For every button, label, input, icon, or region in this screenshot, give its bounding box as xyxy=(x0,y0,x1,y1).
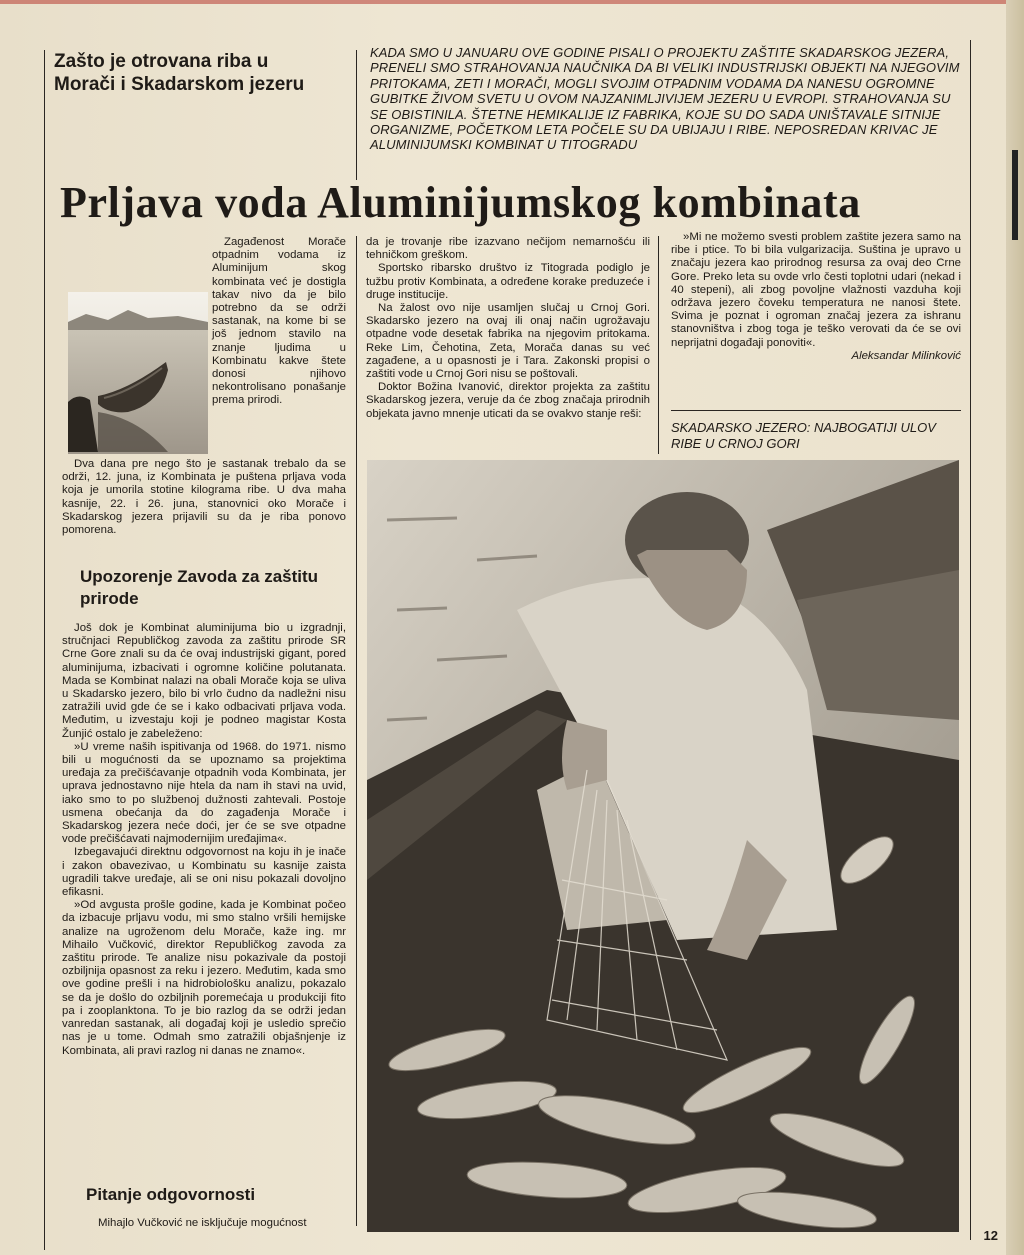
column-2-body xyxy=(366,236,650,421)
intro-paragraph xyxy=(212,236,346,408)
lead-paragraph xyxy=(62,458,346,537)
paragraph: »Od avgusta prošle godine, kada je Kombinat počeo da izbacuje prljavu vodu, mi smo stalno vršili hemijske analize na ugroženom delu Morače, kaže ing. mr Mihailo Vučković, direktor Republičkog zavoda za zaštitu prirode. Te analize nisu pokazivale da postoji ozbiljnija opasnost za reku i jezero. Međutim, kada smo ove godine prešli i na hidrobiološku analizu, pokazalo se da je došlo do ozbiljnih poremećaja u produkciji fito pa i zooplanktona. To je bio razlog da se održi jedan vanredan sastanak, ali događaj koji je usledio sprečio nas je u tome. Odmah smo zatražili objašnjenje iz Kombinata, ali pravi razlog ni danas ne znamo«. xyxy=(62,899,346,1057)
intro-text: Zagađenost Morače otpadnim vodama iz Aluminijum skog kombinata već je dostigla takav nivo da je bilo potrebno da se održi sastanak, na kome bi se još jednom stavilo na znanje ljudima u Kombinatu kakve štete donosi njihovo nekontrolisano ponašanje prema prirodi. xyxy=(212,236,346,407)
author-signature: Aleksandar Milinković xyxy=(851,349,961,362)
boat-on-lake-photo xyxy=(68,292,208,454)
paragraph: Mihajlo Vučković ne isključuje mogućnost xyxy=(98,1217,307,1229)
quote-paragraph: »Mi ne možemo svesti problem zaštite jezera samo na ribe i ptice. To bi bila vulgarizacija. Suština je upravo u značaju jezera kao prirodnog resursa za ovaj deo Crne Gore. Preko leta su ovde vrlo česti toplotni udari (nekad i 40 stepeni), ali zbog povoljne vlažnosti vazduha koji održava jezero čoveku temperatura ne nanosi štete. Svima je poznat i ogroman značaj jezera za ishranu stanovništva i zbog toga je teško verovati da će se ovi neprijatni događaji ponoviti«. xyxy=(671,231,961,349)
column-rule-left xyxy=(44,50,45,1250)
paragraph: Na žalost ovo nije usamljen slučaj u Crnoj Gori. Skadarsko jezero na ovaj ili onaj način ugrožavaju otpadne vode desetak fabrika na njegovim pritokama. Reke Lim, Čehotina, Zeta, Morača danas su već zagađene, a u opasnosti je i Tara. Zakonski propisi o zaštiti vode u Crnoj Gori nisu se poštovali. xyxy=(366,302,650,381)
column-3-body xyxy=(671,231,961,363)
column-1-body xyxy=(62,622,346,1058)
paragraph: Još dok je Kombinat aluminijuma bio u izgradnji, stručnjaci Republičkog zavoda za zaštitu prirode SR Crne Gore znali su da će ovaj industrijski gigant, pored aluminijuma, izbacivati i ogromne količine polutanata. Mada se Kombinat nalazi na obali Morače koja se uliva u Skadarsko jezero, bilo bi vrlo čudno da nadležni nisu zatražili uvid gde će se i kako odbacivati prljava voda. Međutim, u izvestaju koji je podneo magistar Kosta Žunjić ostalo je zabeleženo: xyxy=(62,622,346,740)
fisherman-with-net-photo xyxy=(367,460,959,1232)
paragraph: Izbegavajući direktnu odgovornost na koju ih je inače i zakon obavezivao, u Kombinatu su kasnije zaista ugradili takve uređaje, ali se oni nisu pokazali dovoljno efikasni. xyxy=(62,846,346,899)
headline: Prljava voda Aluminijumskog kombinata xyxy=(60,178,861,227)
paragraph: Sportsko ribarsko društvo iz Titograda podiglo je tužbu protiv Kombinata, a određene korake preduzeće i druge institucije. xyxy=(366,262,650,301)
caption-rule xyxy=(671,410,961,411)
top-edge xyxy=(0,0,1024,4)
lead-text: Dva dana pre nego što je sastanak trebalo da se održi, 12. juna, iz Kombinata je puštena prljava voda koja je umorila stotine kilograma ribe. U dva maha kasnije, 22. i 26. juna, stanovnici oko Morače i Skadarskog jezera prijavili su da je riba ponovo pomorena. xyxy=(62,458,346,537)
subheading-responsibility: Pitanje odgovornosti xyxy=(86,1185,256,1204)
paragraph: »U vreme naših ispitivanja od 1968. do 1971. nismo bili u mogućnosti da se upoznamo sa projektima uređaja za prečišćavanje otpadnih voda Kombinata, jer uprava jednostavno nije htela da nam ih stavi na uvid, iako smo to po službenoj dužnosti zahtevali. Postoje usmena obećanja da do zagađenja Morače i Skadarskog jezera neće doći, jer će se sve otpadne vode prečišćavati najmodernijim uređajima«. xyxy=(62,740,346,846)
column-rule-right xyxy=(970,40,971,1240)
kicker-title: Zašto je otrovana riba u Morači i Skadarskom jezeru xyxy=(54,51,305,95)
column-rule-1 xyxy=(356,236,357,1226)
page-number: 12 xyxy=(983,1228,998,1243)
column-rule-top xyxy=(356,50,357,180)
subheading-warning: Upozorenje Zavoda za zaštitu prirode xyxy=(80,567,319,608)
photo-caption: SKADARSKO JEZERO: NAJBOGATIJI ULOV RIBE U CRNOJ GORI xyxy=(671,420,936,451)
article-deck: KADA SMO U JANUARU OVE GODINE PISALI O PROJEKTU ZAŠTITE SKADARSKOG JEZERA, PRENELI SMO STRAHOVANJA NAUČNIKA DA BI VELIKI INDUSTRIJSKI OBJEKTI NA NJEGOVIM PRITOKAMA, ZETI I MORAČI, MOGLI SVOJIM OTPADNIM VODAMA DA NANESU OGROMNE GUBITKE ŽIVOM SVETU U OVOM NAJZANIMLJIVIJEM JEZERU U EVROPI. STRAHOVANJA SU SE OBISTINILA. ŠTETNE HEMIKALIJE IZ FABRIKA, KOJE SU DO SADA UNIŠTAVALE SITNIJE ORGANIZME, POČETKOM LETA POČELE SU DA UBIJAJU I RIBE. NEPOSREDAN KRIVAC JE ALUMINIJUMSKI KOMBINAT U TITOGRADU xyxy=(370,45,960,153)
column-1-continuation xyxy=(86,1217,348,1230)
column-rule-2 xyxy=(658,236,659,454)
edge-marker xyxy=(1012,150,1018,240)
paragraph: Doktor Božina Ivanović, direktor projekta za zaštitu Skadarskog jezera, veruje da će zbog značaja prirodnih objekata javno mnenje uticati da se ovakvo stanje reši: xyxy=(366,381,650,420)
paragraph: da je trovanje ribe izazvano nečijom nemarnošću ili tehničkom greškom. xyxy=(366,236,650,262)
